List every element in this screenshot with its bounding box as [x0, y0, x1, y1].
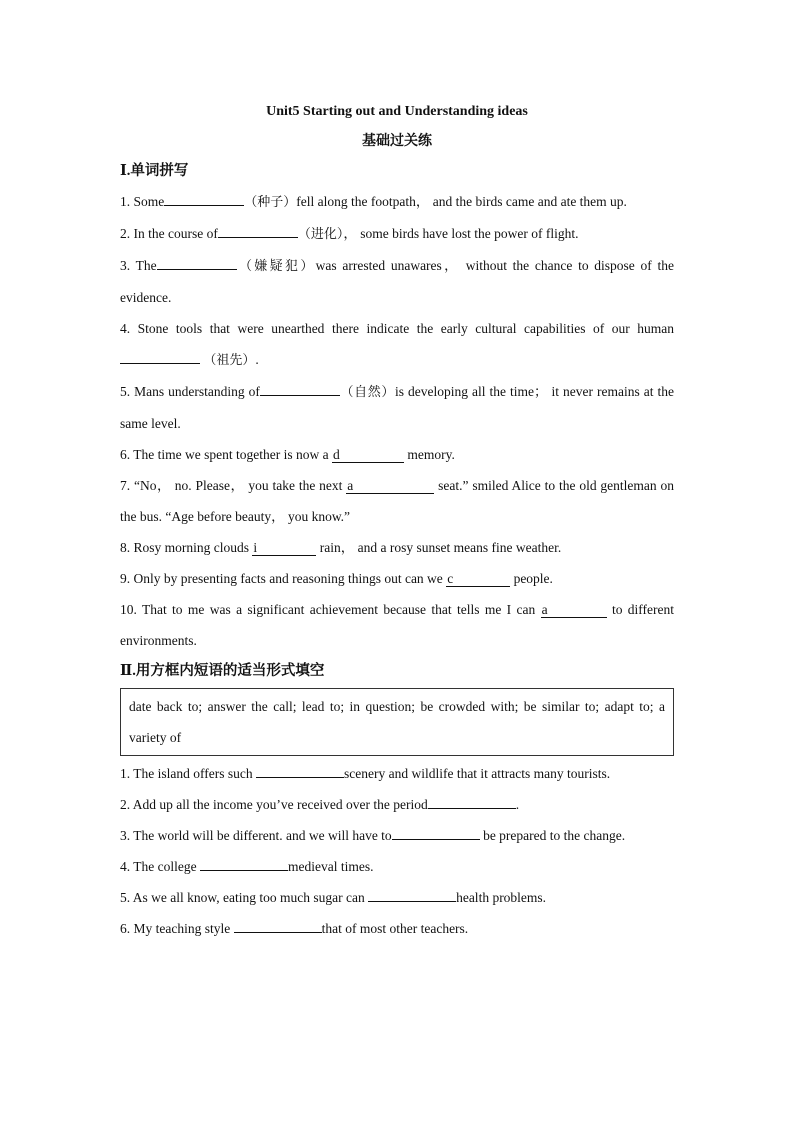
answer-blank[interactable]	[346, 478, 434, 494]
phrase-item-1: 1. The island offers such scenery and wildlife that it attracts many tourists.	[120, 758, 674, 789]
answer-blank[interactable]	[252, 540, 316, 556]
answer-blank[interactable]	[120, 348, 200, 364]
phrase-item-4: 4. The college medieval times.	[120, 851, 674, 882]
worksheet-page	[120, 100, 674, 944]
phrase-item-2: 2. Add up all the income you’ve received over the period .	[120, 789, 674, 820]
chinese-hint: （嫌疑犯）	[236, 259, 316, 274]
spelling-item-2: 2. In the course of （进化）， some birds have lost the power of flight.	[120, 218, 674, 250]
answer-blank[interactable]	[234, 917, 322, 933]
spelling-item-6: 6. The time we spent together is now a d memory.	[120, 447, 455, 462]
first-letter-hint: d	[332, 447, 340, 462]
answer-blank[interactable]	[256, 762, 344, 778]
section-heading-phrases: Ⅱ.用方框内短语的适当形式填空	[120, 663, 325, 679]
page-subtitle: 基础过关练	[362, 134, 432, 149]
spelling-item-3: 3. The （嫌疑犯）was arrested unawares， without the chance to dispose of the evidence.	[120, 250, 674, 313]
first-letter-hint: i	[253, 540, 258, 555]
phrase-item-5: 5. As we all know, eating too much sugar can health problems.	[120, 882, 674, 913]
section-heading-spelling: Ⅰ.单词拼写	[120, 163, 189, 179]
phrase-item-6: 6. My teaching style that of most other teachers.	[120, 913, 674, 944]
answer-blank[interactable]	[332, 447, 404, 463]
chinese-hint: （种子）	[244, 195, 297, 210]
spelling-item-8: 8. Rosy morning clouds i rain， and a rosy sunset means fine weather.	[120, 540, 562, 555]
page-title: Unit5 Starting out and Understanding ideas	[266, 104, 528, 119]
chinese-hint: （自然）	[339, 385, 396, 400]
chinese-hint: （祖先）	[203, 353, 256, 368]
answer-blank[interactable]	[157, 254, 237, 270]
answer-blank[interactable]	[200, 855, 288, 871]
answer-blank[interactable]	[260, 380, 340, 396]
spelling-item-9: 9. Only by presenting facts and reasoning things out can we c people.	[120, 571, 553, 586]
first-letter-hint: c	[447, 571, 454, 586]
answer-blank[interactable]	[428, 793, 516, 809]
spelling-item-5: 5. Mans understanding of （自然）is developing all the time； it never remains at the same level.	[120, 376, 674, 439]
phrase-item-3: 3. The world will be different. and we will have to be prepared to the change.	[120, 820, 674, 851]
spelling-item-4: 4. Stone tools that were unearthed there indicate the early cultural capabilities of our human （祖先）.	[120, 321, 674, 368]
chinese-hint: （进化）	[297, 227, 344, 242]
first-letter-hint: a	[541, 602, 548, 617]
spelling-item-7: 7. “No， no. Please， you take the next a seat.” smiled Alice to the old gentleman on the bus. “Age before beauty， you know.”	[120, 478, 675, 524]
answer-blank[interactable]	[446, 571, 510, 587]
phrase-box: date back to; answer the call; lead to; in question; be crowded with; be similar to; adapt to; a variety of	[120, 688, 674, 756]
answer-blank[interactable]	[392, 824, 480, 840]
spelling-item-10: 10. That to me was a significant achievement because that tells me I can a to different environments.	[120, 602, 675, 648]
answer-blank[interactable]	[541, 602, 607, 618]
first-letter-hint: a	[347, 478, 354, 493]
answer-blank[interactable]	[164, 190, 244, 206]
answer-blank[interactable]	[368, 886, 456, 902]
answer-blank[interactable]	[218, 222, 298, 238]
spelling-item-1: 1. Some （种子）fell along the footpath， and the birds came and ate them up.	[120, 186, 674, 218]
